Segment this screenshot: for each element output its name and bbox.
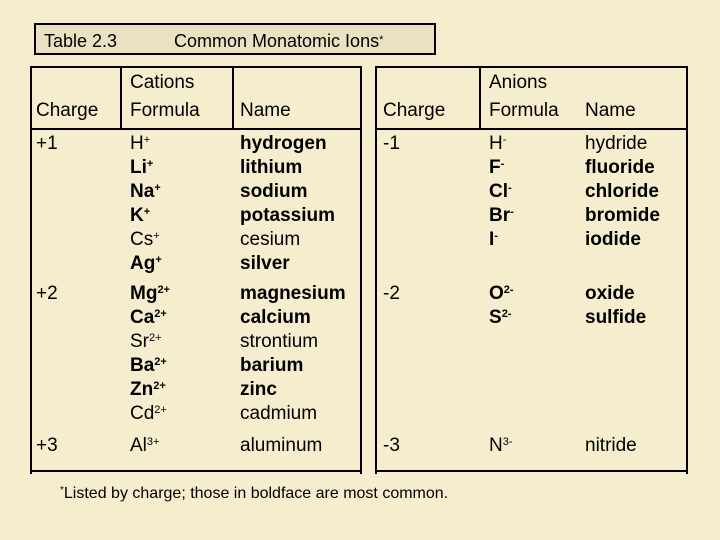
ion-symbol: H [130,133,144,154]
ion-symbol: Mg [130,283,158,304]
cations-group-charge: +1 [36,133,58,154]
ion-formula [130,132,162,156]
ion-name: magnesium [240,283,346,304]
ion-symbol: Cl [489,181,508,202]
cations-header-divider-1 [120,66,122,128]
ion-charge: + [154,182,161,194]
cations-name-header: Name [240,100,291,121]
anions-name-list [585,132,660,252]
anions-header-rule [375,128,688,130]
title-footnote-marker: * [379,34,384,46]
cations-charge-header: Charge [36,100,99,121]
ion-name: barium [240,355,304,376]
table-number: Table 2.3 [44,31,118,51]
ion-name: potassium [240,205,336,226]
ion-name: oxide [585,283,635,304]
ion-charge: 3- [502,436,513,448]
anions-formula-list [489,132,514,252]
ion-formula [130,156,162,180]
ion-charge: 2+ [154,404,167,416]
ion-formula [130,282,170,306]
ion-charge: 2+ [149,332,162,344]
cations-header-rule [30,128,362,130]
footnote-marker: * [60,485,64,496]
cations-group-charge: +3 [36,435,58,456]
table-title [174,31,383,52]
ion-charge: - [508,182,512,194]
ion-name: calcium [240,307,311,328]
anions-formula-list [489,434,513,458]
ion-symbol: Cs [130,229,154,250]
cations-formula-header: Formula [130,100,200,121]
ion-symbol: K [130,205,144,226]
table-title-text: Common Monatomic Ions [174,31,380,51]
ion-formula [130,306,170,330]
anions-formula-list [489,282,514,330]
anions-group-charge: -2 [383,283,400,304]
ion-charge: + [146,158,154,170]
ion-formula [130,378,170,402]
ion-symbol: Br [489,205,511,226]
ion-name: sodium [240,181,308,202]
ion-charge: 2- [503,284,514,296]
ion-name: fluoride [585,157,655,178]
ion-symbol: N [489,435,503,456]
ion-formula [489,132,514,156]
ion-formula [130,204,162,228]
ion-symbol: Zn [130,379,154,400]
ion-charge: 2+ [154,308,167,320]
ion-symbol: H [489,133,503,154]
cations-formula-list [130,282,170,426]
anions-group-label: Anions [489,72,548,93]
cations-header-divider-2 [232,66,234,128]
cations-name-list [240,282,346,426]
anions-charge-header: Charge [383,100,446,121]
ion-symbol: O [489,283,504,304]
ion-symbol: Li [130,157,147,178]
ion-formula [489,282,514,306]
ion-symbol: Ag [130,253,156,274]
ion-charge: 2+ [157,284,170,296]
ion-formula [489,306,514,330]
ion-name: bromide [585,205,660,226]
ion-name: sulfide [585,307,647,328]
ion-symbol: Cd [130,403,155,424]
ion-formula [489,204,514,228]
anions-name-list [585,282,646,330]
ion-formula [130,252,162,276]
anions-group-charge: -1 [383,133,400,154]
ion-symbol: Na [130,181,155,202]
ion-charge: - [510,206,514,218]
ion-formula [130,434,159,458]
ion-name: silver [240,253,290,274]
ion-name: cesium [240,229,301,250]
ion-name: aluminum [240,435,323,456]
ion-charge: + [155,254,162,266]
ion-symbol: Al [130,435,147,456]
ion-charge: 3+ [146,436,160,448]
anions-header-divider [479,66,481,128]
ion-symbol: Sr [130,331,149,352]
ion-symbol: F [489,157,501,178]
cations-formula-list [130,132,162,276]
table-footnote [60,484,448,506]
cations-group-label: Cations [130,72,195,93]
ion-symbol: Ba [130,355,155,376]
anions-panel [375,66,688,474]
cations-name-list [240,132,335,276]
ion-name: chloride [585,181,659,202]
ion-name: hydride [585,133,648,154]
ion-symbol: S [489,307,502,328]
anions-name-header: Name [585,100,636,121]
cations-panel [30,66,362,474]
ion-charge: 2- [501,308,512,320]
ion-charge: + [153,230,160,242]
ion-symbol: Ca [130,307,155,328]
ion-name: nitride [585,435,637,456]
ion-symbol: I [489,229,495,250]
ion-formula [130,402,170,426]
ion-formula [489,228,514,252]
ion-name: zinc [240,379,277,400]
ion-formula [130,330,170,354]
cations-panel-bottom-border [30,470,362,472]
ion-charge: - [494,230,498,242]
ion-formula [489,434,513,458]
ion-formula [130,354,170,378]
ion-formula [489,180,514,204]
anions-formula-header: Formula [489,100,559,121]
ion-name: cadmium [240,403,318,424]
ion-name: hydrogen [240,133,327,154]
ion-formula [130,228,162,252]
footnote-text: Listed by charge; those in boldface are most common. [63,485,449,502]
ion-name: iodide [585,229,641,250]
ion-name: lithium [240,157,303,178]
table-title-box [34,23,436,55]
ion-charge: 2+ [154,356,167,368]
ion-charge: - [500,158,505,170]
anions-panel-bottom-border [375,470,688,472]
cations-formula-list [130,434,159,458]
cations-name-list [240,434,322,458]
ion-charge: - [502,134,507,146]
ion-formula [130,180,162,204]
anions-group-charge: -3 [383,435,400,456]
ion-charge: 2+ [153,380,166,392]
ion-formula [489,156,514,180]
cations-group-charge: +2 [36,283,58,304]
ion-charge: + [143,206,151,218]
ion-charge: + [143,134,151,146]
ion-name: strontium [240,331,319,352]
anions-name-list [585,434,637,458]
